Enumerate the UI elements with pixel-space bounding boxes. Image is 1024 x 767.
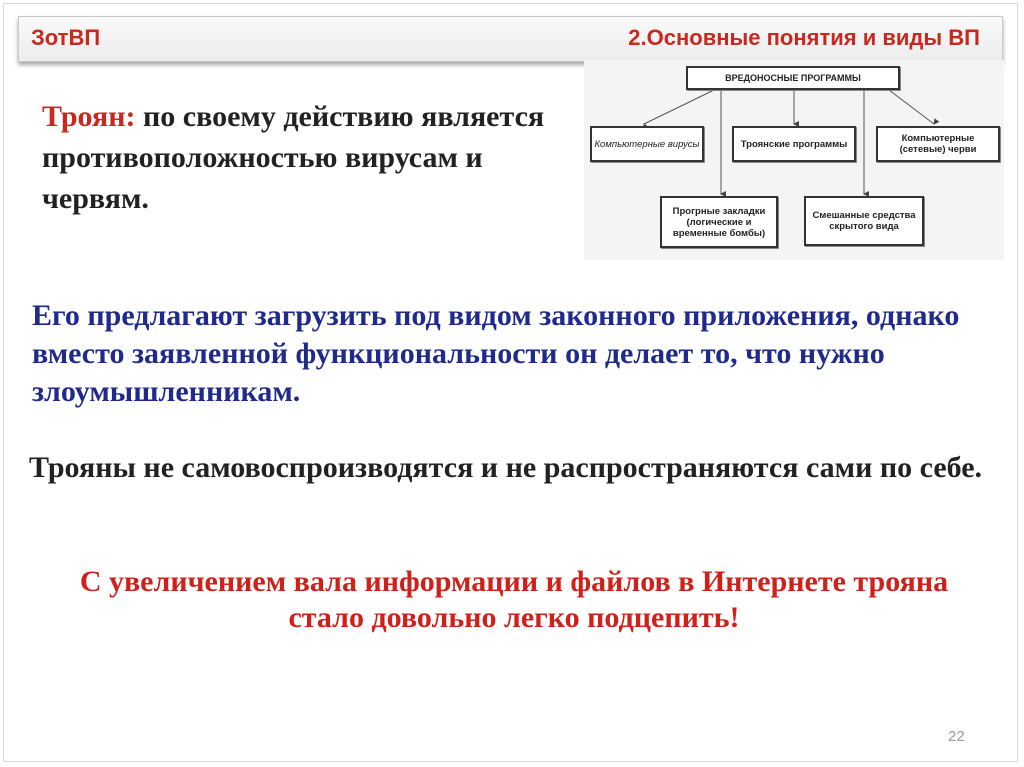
diagram-box-worms: Компьютерные (сетевые) черви	[876, 126, 1000, 162]
malware-classification-diagram	[584, 60, 1004, 260]
slide	[3, 3, 1018, 762]
trojan-definition	[42, 96, 562, 219]
diagram-box-viruses: Компьютерные вирусы	[590, 126, 704, 162]
page-number: 22	[948, 728, 965, 745]
distribution-paragraph: Его предлагают загрузить под видом законного приложения, однако вместо заявленной функциональности он делает то, что нужно злоумышленникам.	[32, 299, 960, 408]
self-replication-paragraph: Трояны не самовоспроизводятся и не распространяются сами по себе.	[29, 451, 983, 484]
trojan-term: Троян:	[42, 100, 136, 133]
diagram-box-trojans: Троянские программы	[732, 126, 856, 162]
header-bar	[18, 16, 1003, 62]
warning-paragraph: С увеличением вала информации и файлов в Интернете трояна стало довольно легко подцепить!	[79, 565, 949, 634]
section-title: 2.Основные понятия и виды ВП	[628, 25, 980, 50]
course-title: ЗотВП	[31, 25, 101, 50]
diagram-box-logic-bombs: Прогрные закладки (логические и временные бомбы)	[660, 196, 778, 248]
diagram-box-mixed: Смешанные средства скрытого вида	[804, 196, 924, 246]
trojan-definition-text: по своему действию является противоположностью вирусам и червям.	[42, 100, 545, 215]
diagram-root-box: ВРЕДОНОСНЫЕ ПРОГРАММЫ	[686, 66, 900, 90]
